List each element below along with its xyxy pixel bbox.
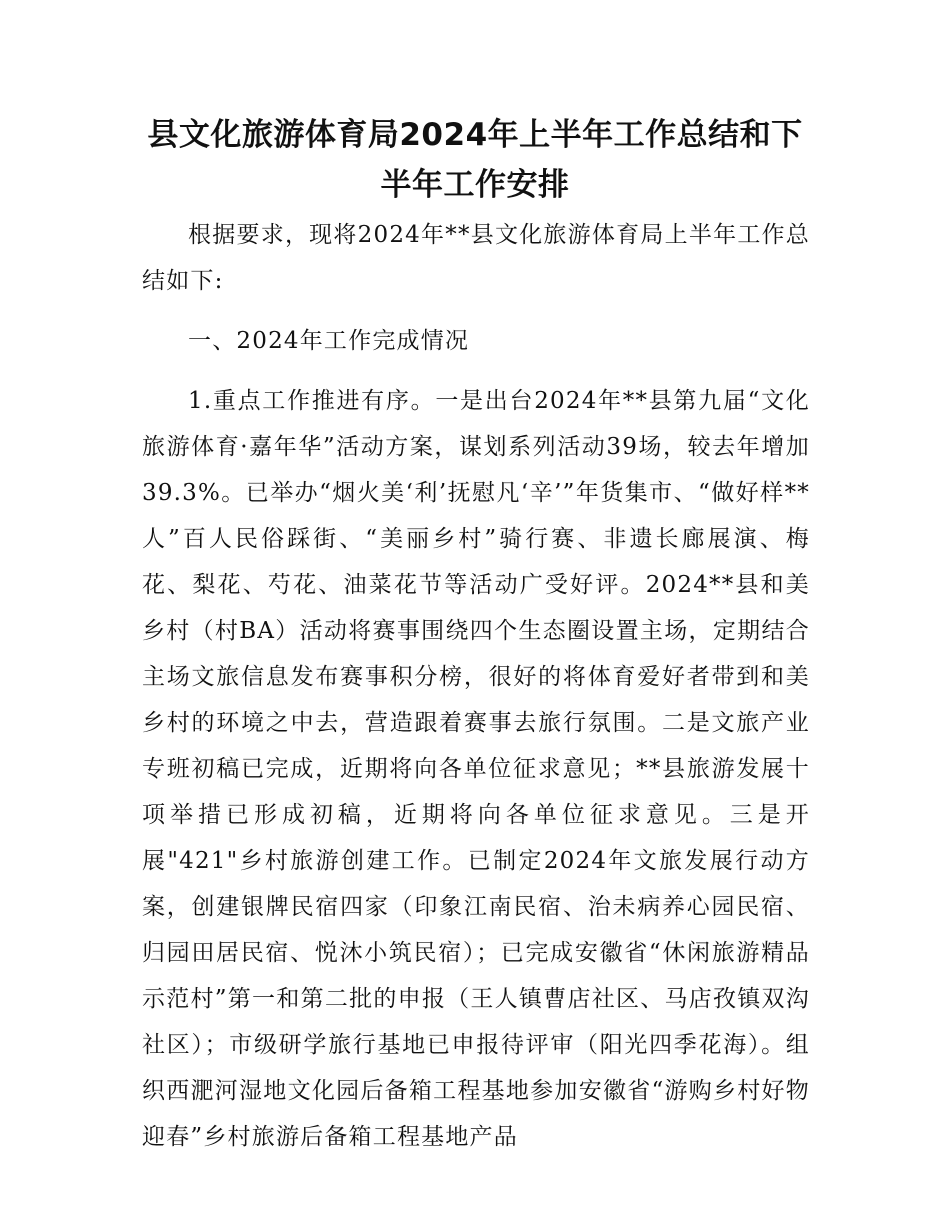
document-body <box>142 212 810 1160</box>
intro-paragraph: 根据要求，现将2024年**县文化旅游体育局上半年工作总结如下: <box>142 222 810 294</box>
document-title: 县文化旅游体育局2024年上半年工作总结和下半年工作安排 <box>147 117 803 203</box>
body-paragraph: 1.重点工作推进有序。一是出台2024年**县第九届“文化旅游体育·嘉年华”活动方案，谋划系列活动39场，较去年增加39.3%。已举办“烟火美‘利’抚慰凡‘辛’”年货集市、“做好样**人”百人民俗踩街、“美丽乡村”骑行赛、非遗长廊展演、梅花、梨花、芍花、油菜花节等活动广受好评。2024**县和美乡村（村BA）活动将赛事围绕四个生态圈设置主场，定期结合主场文旅信息发布赛事积分榜，很好的将体育爱好者带到和美乡村的环境之中去，营造跟着赛事去旅行氛围。二是文旅产业专班初稿已完成，近期将向各单位征求意见；**县旅游发展十项举措已形成初稿，近期将向各单位征求意见。三是开展"421"乡村旅游创建工作。已制定2024年文旅发展行动方案，创建银牌民宿四家（印象江南民宿、治未病养心园民宿、归园田居民宿、悦沐小筑民宿）；已完成安徽省“休闲旅游精品示范村”第一和第二批的申报（王人镇曹店社区、马店孜镇双沟社区）；市级研学旅行基地已申报待评审（阳光四季花海）。组织西淝河湿地文化园后备箱工程基地参加安徽省“游购乡村好物迎春”乡村旅游后备箱工程基地产品 <box>142 388 810 1150</box>
section-heading: 一、2024年工作完成情况 <box>188 328 470 354</box>
